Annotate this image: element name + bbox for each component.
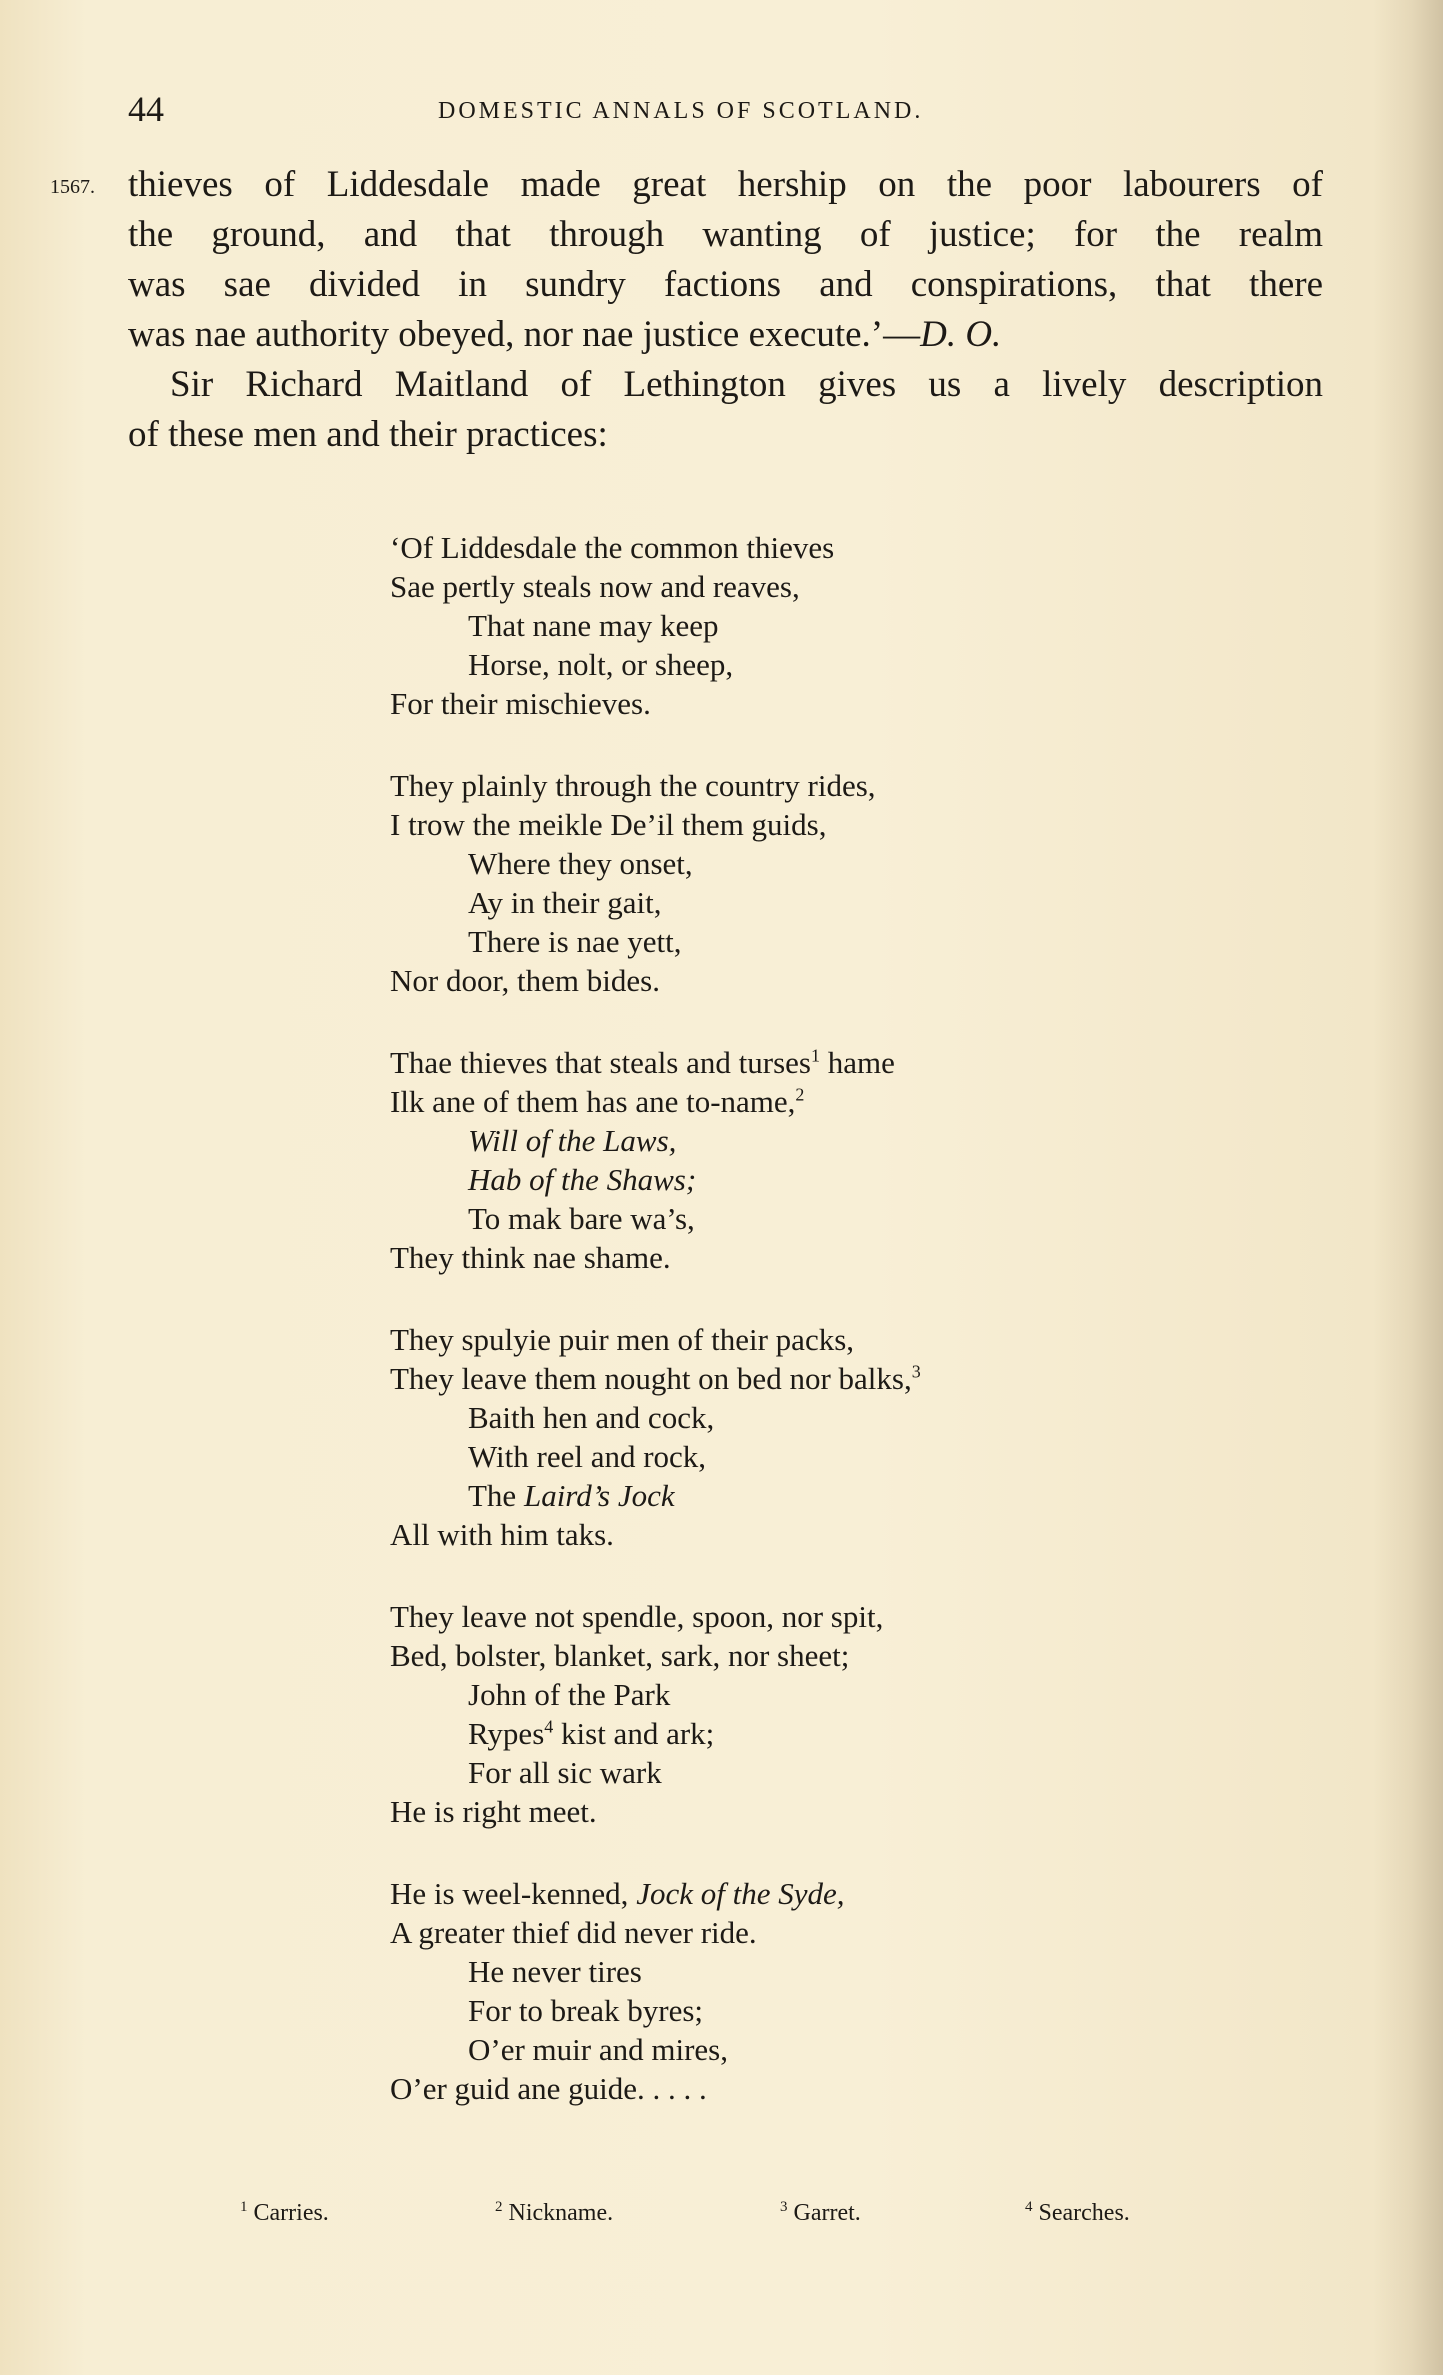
footnote-number: 3 <box>780 2199 788 2215</box>
stanza <box>390 1320 1150 1554</box>
verse-line: With reel and rock, <box>468 1439 707 1474</box>
footnote <box>240 2200 329 2227</box>
verse-line: John of the Park <box>468 1677 671 1712</box>
prose-line: of these men and their practices: <box>128 414 608 455</box>
prose-line: Sir Richard Maitland of Lethington gives us a lively description <box>170 364 1323 405</box>
verse-line <box>390 1121 1150 1160</box>
verse-text: hame <box>819 1045 895 1080</box>
citation: D. O. <box>920 314 1002 355</box>
verse-line: For their mischieves. <box>390 686 651 721</box>
footnote-number: 2 <box>495 2199 503 2215</box>
verse-line <box>390 1160 1150 1199</box>
verse-text: He is weel-kenned, <box>390 1876 637 1911</box>
footnote-text: Garret. <box>787 2200 861 2226</box>
footnote <box>780 2200 861 2227</box>
verse-line: Nor door, them bides. <box>390 963 660 998</box>
verse-line: Horse, nolt, or sheep, <box>468 647 734 682</box>
verse-italic: Jock of the Syde, <box>636 1876 845 1911</box>
stanza <box>390 528 1150 723</box>
prose-line: the ground, and that through wanting of justice; for the realm <box>128 214 1323 255</box>
verse-text: Thae thieves that steals and turses <box>390 1045 811 1080</box>
stanza <box>390 766 1150 1000</box>
poem <box>390 528 1150 2108</box>
verse-text: The <box>468 1478 524 1513</box>
verse-text: Rypes <box>468 1716 545 1751</box>
footnote <box>1025 2200 1130 2227</box>
footnote-text: Carries. <box>247 2200 329 2226</box>
verse-line: O’er guid ane guide. . . . . <box>390 2071 707 2106</box>
verse-line <box>390 1359 1150 1398</box>
verse-line: For to break byres; <box>468 1993 704 2028</box>
verse-line <box>390 1874 1150 1913</box>
verse-line: O’er muir and mires, <box>468 2032 728 2067</box>
stanza <box>390 1043 1150 1277</box>
verse-line: For all sic wark <box>468 1755 662 1790</box>
prose-line: thieves of Liddesdale made great hership on the poor labourers of <box>128 164 1323 205</box>
verse-line <box>390 1476 1150 1515</box>
verse-line: Bed, bolster, blanket, sark, nor sheet; <box>390 1638 850 1673</box>
prose-line-text: was nae authority obeyed, nor nae justice execute.’— <box>128 314 921 355</box>
prose-line: was sae divided in sundry factions and conspirations, that there <box>128 264 1323 305</box>
footnote-text: Searches. <box>1032 2200 1130 2226</box>
verse-line: There is nae yett, <box>468 924 682 959</box>
prose-paragraph <box>128 160 1323 460</box>
verse-line: I trow the meikle De’il them guids, <box>390 807 827 842</box>
verse-line: Sae pertly steals now and reaves, <box>390 569 800 604</box>
verse-line: All with him taks. <box>390 1517 614 1552</box>
verse-line: ‘Of Liddesdale the common thieves <box>390 530 835 565</box>
footnote-number: 4 <box>1025 2199 1033 2215</box>
verse-line: He never tires <box>468 1954 642 1989</box>
verse-line: Ay in their gait, <box>468 885 662 920</box>
prose-line <box>128 310 1323 360</box>
stanza <box>390 1874 1150 2108</box>
verse-text: They leave them nought on bed nor balks, <box>390 1361 912 1396</box>
verse-italic: Will of the Laws, <box>468 1123 677 1158</box>
footnote <box>495 2200 613 2227</box>
page-number: 44 <box>128 89 164 129</box>
verse-line <box>390 1043 1150 1082</box>
verse-line: Baith hen and cock, <box>468 1400 715 1435</box>
verse-italic: Hab of the Shaws; <box>468 1162 697 1197</box>
verse-text: kist and ark; <box>553 1716 715 1751</box>
stanza <box>390 1597 1150 1831</box>
verse-text: Ilk ane of them has ane to-name, <box>390 1084 796 1119</box>
verse-line: They plainly through the country rides, <box>390 768 876 803</box>
verse-line: They leave not spendle, spoon, nor spit, <box>390 1599 884 1634</box>
verse-line <box>390 1082 1150 1121</box>
verse-line: To mak bare wa’s, <box>468 1201 695 1236</box>
verse-italic: Laird’s Jock <box>523 1478 675 1513</box>
running-head: DOMESTIC ANNALS OF SCOTLAND. <box>438 98 924 124</box>
footnote-ref: 4 <box>544 1716 554 1737</box>
page-header <box>128 88 1308 136</box>
margin-year: 1567. <box>50 176 95 198</box>
footnote-ref: 1 <box>810 1045 820 1066</box>
footnote-ref: 3 <box>911 1361 921 1382</box>
page-edge-shadow <box>1373 0 1443 2375</box>
verse-line <box>390 1714 1150 1753</box>
footnote-ref: 2 <box>795 1084 805 1105</box>
verse-line: They spulyie puir men of their packs, <box>390 1322 855 1357</box>
verse-line: That nane may keep <box>468 608 719 643</box>
verse-line: A greater thief did never ride. <box>390 1915 757 1950</box>
footnote-text: Nickname. <box>502 2200 614 2226</box>
footnote-number: 1 <box>240 2199 248 2215</box>
verse-line: Where they onset, <box>468 846 693 881</box>
verse-line: He is right meet. <box>390 1794 597 1829</box>
verse-line: They think nae shame. <box>390 1240 671 1275</box>
